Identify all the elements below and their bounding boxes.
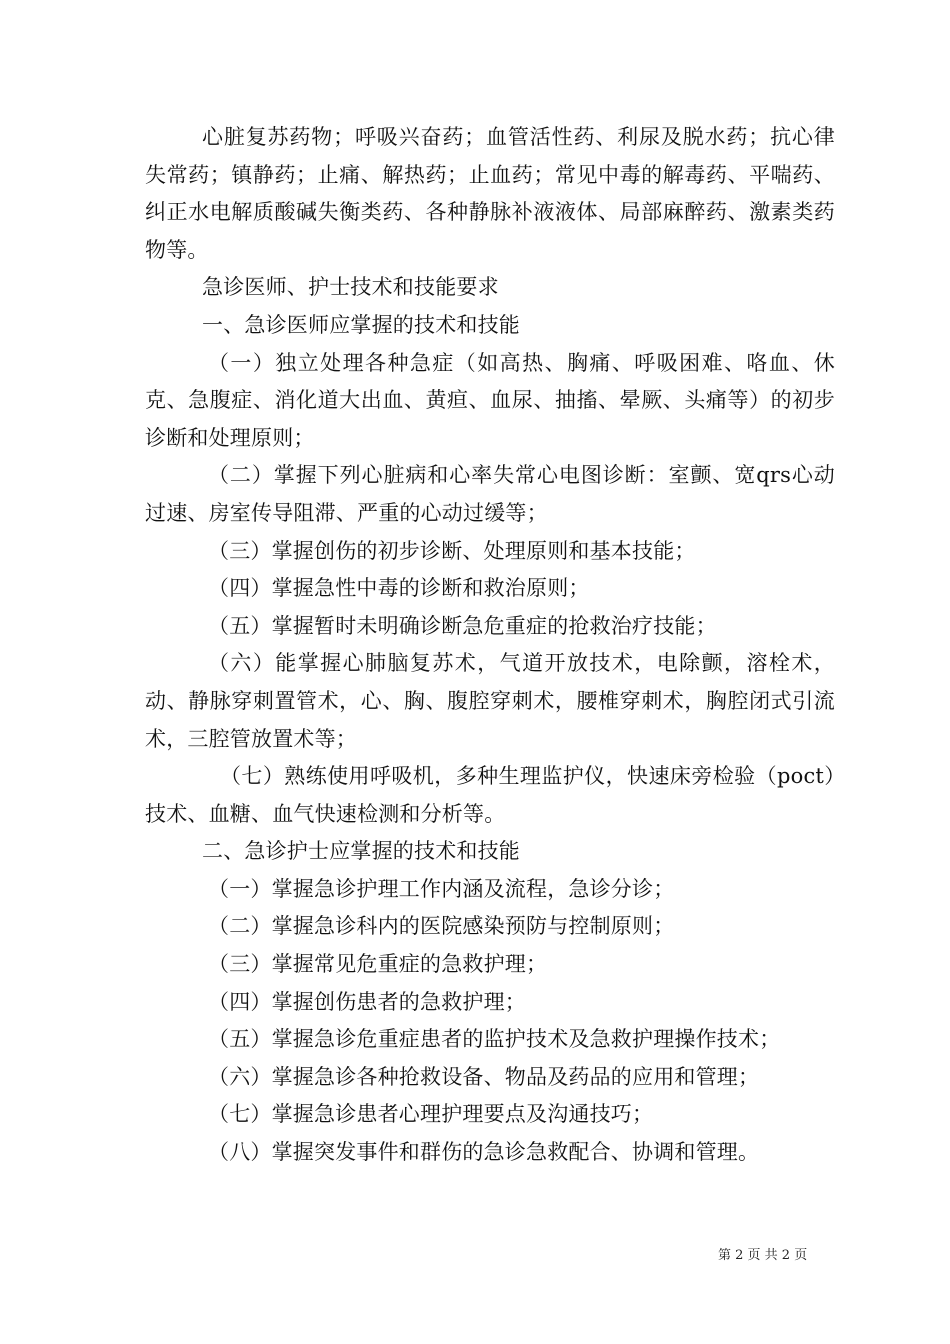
- doctor-item-7: （七）熟练使用呼吸机，多种生理监护仪，快速床旁检验（poct）技术、血糖、血气快速检测和分析等。: [145, 764, 835, 826]
- nurse-item-7: （七）掌握急诊患者心理护理要点及沟通技巧；: [208, 1102, 654, 1127]
- nurse-item-5: （五）掌握急诊危重症患者的监护技术及急救护理操作技术；: [208, 1027, 781, 1052]
- nurse-item-2: （二）掌握急诊科内的医院感染预防与控制原则；: [208, 914, 675, 939]
- document-body: [145, 119, 835, 1172]
- doctor-item-5: （五）掌握暂时未明确诊断急危重症的抢救治疗技能；: [208, 613, 717, 638]
- doctor-item-6: （六）能掌握心肺脑复苏术，气道开放技术，电除颤，溶栓术，动、静脉穿刺置管术，心、胸、腹腔穿刺术，腰椎穿刺术，胸腔闭式引流术，三腔管放置术等；: [145, 651, 835, 751]
- nurse-item-3: （三）掌握常见危重症的急救护理；: [208, 952, 548, 977]
- nurse-item-8: （八）掌握突发事件和群伤的急诊急救配合、协调和管理。: [208, 1140, 760, 1165]
- doctor-item-1: （一）独立处理各种急症（如高热、胸痛、呼吸困难、咯血、休克、急腹症、消化道大出血、黄疸、血尿、抽搐、晕厥、头痛等）的初步诊断和处理原则；: [145, 350, 835, 450]
- heading-nurse-skills: 二、急诊护士应掌握的技术和技能: [202, 839, 520, 864]
- doctor-item-3: （三）掌握创伤的初步诊断、处理原则和基本技能；: [208, 538, 696, 563]
- nurse-item-6: （六）掌握急诊各种抢救设备、物品及药品的应用和管理；: [208, 1064, 760, 1089]
- nurse-item-4: （四）掌握创伤患者的急救护理；: [208, 989, 526, 1014]
- paragraph-drugs: 心脏复苏药物；呼吸兴奋药；血管活性药、利尿及脱水药；抗心律失常药；镇静药；止痛、解热药；止血药；常见中毒的解毒药、平喘药、纠正水电解质酸碱失衡类药、各种静脉补液液体、局部麻醉药、激素类药物等。: [145, 125, 835, 262]
- doctor-item-4: （四）掌握急性中毒的诊断和救治原则；: [208, 576, 590, 601]
- doctor-item-2: （二）掌握下列心脏病和心率失常心电图诊断：室颤、宽qrs心动过速、房室传导阻滞、严重的心动过缓等；: [145, 463, 835, 525]
- nurse-item-1: （一）掌握急诊护理工作内涵及流程，急诊分诊；: [208, 876, 675, 901]
- page-number-footer: 第 2 页 共 2 页: [718, 1248, 808, 1263]
- heading-requirements: 急诊医师、护士技术和技能要求: [202, 275, 499, 300]
- heading-doctor-skills: 一、急诊医师应掌握的技术和技能: [202, 312, 520, 337]
